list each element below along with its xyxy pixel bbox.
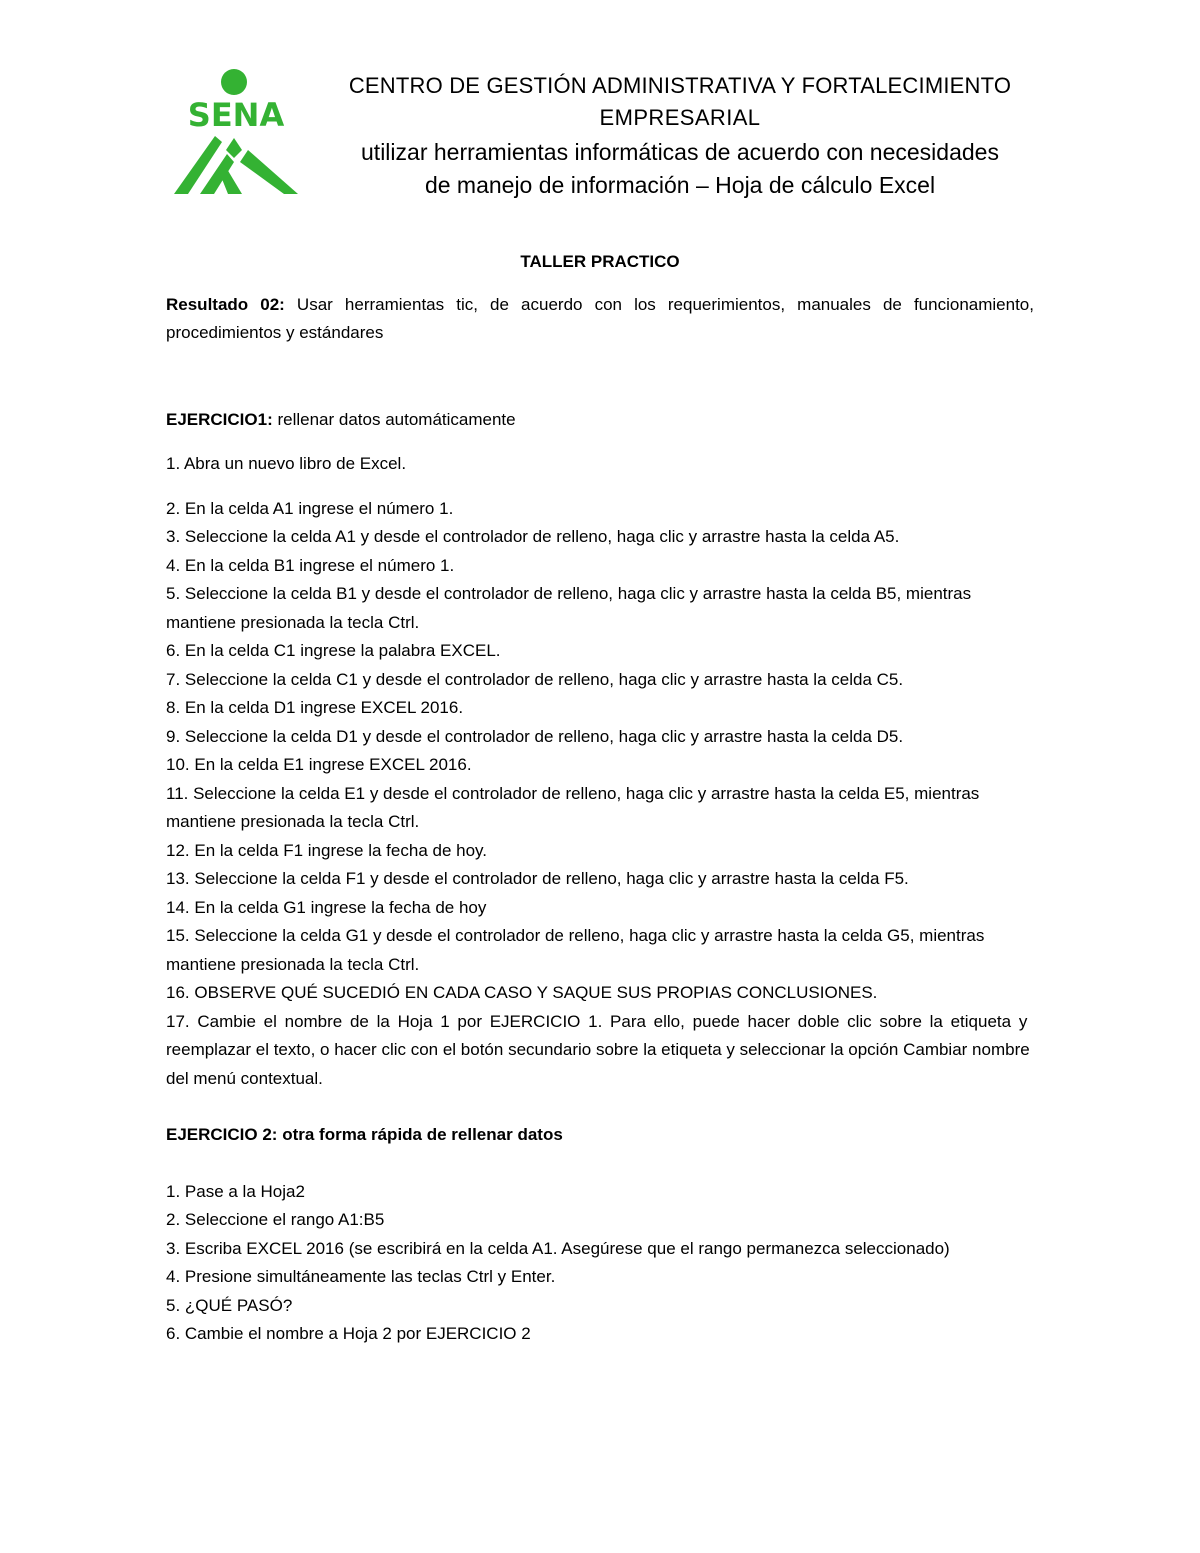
ejercicio2-step: 1. Pase a la Hoja2	[166, 1181, 305, 1201]
ejercicio1-step: 9. Seleccione la celda D1 y desde el controlador de relleno, haga clic y arrastre hasta la celda D5.	[166, 726, 904, 746]
ejercicio1-step: 5. Seleccione la celda B1 y desde el controlador de relleno, haga clic y arrastre hasta la celda B5, mientras mantiene presionada la tecla Ctrl.	[166, 584, 972, 632]
ejercicio1-step: 2. En la celda A1 ingrese el número 1.	[166, 498, 454, 518]
header-line-1: CENTRO DE GESTIÓN ADMINISTRATIVA Y FORTALECIMIENTO	[348, 73, 1012, 98]
ejercicio2-step: 5. ¿QUÉ PASÓ?	[166, 1295, 293, 1315]
ejercicio1-step: 11. Seleccione la celda E1 y desde el controlador de relleno, haga clic y arrastre hasta la celda E5, mientras mantiene presionada la tecla Ctrl.	[166, 783, 980, 831]
ejercicio1-title: rellenar datos automáticamente	[272, 409, 516, 429]
ejercicio1-step: 13. Seleccione la celda F1 y desde el controlador de relleno, haga clic y arrastre hasta la celda F5.	[166, 869, 909, 888]
ejercicio1-step: 8. En la celda D1 ingrese EXCEL 2016.	[166, 698, 464, 717]
header-line-3: utilizar herramientas informáticas de acuerdo con necesidades	[361, 139, 999, 165]
resultado-paragraph	[166, 291, 1034, 348]
document-body	[166, 248, 1034, 1349]
ejercicio1-step: 10. En la celda E1 ingrese EXCEL 2016.	[166, 755, 472, 774]
ejercicio1-heading	[166, 406, 1034, 435]
sena-logo-text: SENA	[187, 96, 285, 134]
resultado-text: Usar herramientas tic, de acuerdo con los requerimientos, manuales de funcionamiento, procedimientos y estándares	[166, 294, 1034, 342]
document-header	[310, 70, 1050, 202]
ejercicio1-step: 3. Seleccione la celda A1 y desde el controlador de relleno, haga clic y arrastre hasta la celda A5.	[166, 527, 900, 546]
resultado-label: Resultado 02:	[166, 294, 285, 314]
ejercicio2-step: 2. Seleccione el rango A1:B5	[166, 1210, 385, 1229]
sena-logo	[166, 66, 306, 198]
ejercicio1-step: 15. Seleccione la celda G1 y desde el controlador de relleno, haga clic y arrastre hasta la celda G5, mientras mantiene presionada la tecla Ctrl.	[166, 926, 985, 974]
ejercicio2-heading: EJERCICIO 2: otra forma rápida de rellenar datos	[166, 1125, 563, 1144]
page-title: TALLER PRACTICO	[520, 252, 680, 271]
ejercicio1-step: 16. OBSERVE QUÉ SUCEDIÓ EN CADA CASO Y SAQUE SUS PROPIAS CONCLUSIONES.	[166, 983, 878, 1002]
sena-logo-icon	[166, 66, 306, 198]
ejercicio1-step: 12. En la celda F1 ingrese la fecha de hoy.	[166, 840, 487, 860]
ejercicio1-step: 14. En la celda G1 ingrese la fecha de hoy	[166, 897, 487, 917]
ejercicio2-step: 6. Cambie el nombre a Hoja 2 por EJERCICIO 2	[166, 1324, 531, 1343]
ejercicio2-step: 4. Presione simultáneamente las teclas Ctrl y Enter.	[166, 1267, 556, 1286]
ejercicio1-step: 1. Abra un nuevo libro de Excel.	[166, 454, 407, 473]
ejercicio2-step: 3. Escriba EXCEL 2016 (se escribirá en la celda A1. Asegúrese que el rango permanezca seleccionado)	[166, 1238, 950, 1258]
ejercicio1-step: 4. En la celda B1 ingrese el número 1.	[166, 555, 455, 575]
ejercicio1-step: 6. En la celda C1 ingrese la palabra EXCEL.	[166, 641, 501, 660]
ejercicio1-step: 7. Seleccione la celda C1 y desde el controlador de relleno, haga clic y arrastre hasta la celda C5.	[166, 669, 904, 689]
header-line-2: EMPRESARIAL	[599, 105, 761, 130]
ejercicio1-label: EJERCICIO1:	[166, 409, 273, 429]
ejercicio1-step: 17. Cambie el nombre de la Hoja 1 por EJERCICIO 1. Para ello, puede hacer doble clic sobre la etiqueta y	[166, 1011, 1028, 1031]
header-line-4: de manejo de información – Hoja de cálculo Excel	[424, 172, 936, 198]
ejercicio1-step: reemplazar el texto, o hacer clic con el botón secundario sobre la etiqueta y seleccionar la opción Cambiar nombre del menú contextual.	[166, 1040, 1030, 1088]
